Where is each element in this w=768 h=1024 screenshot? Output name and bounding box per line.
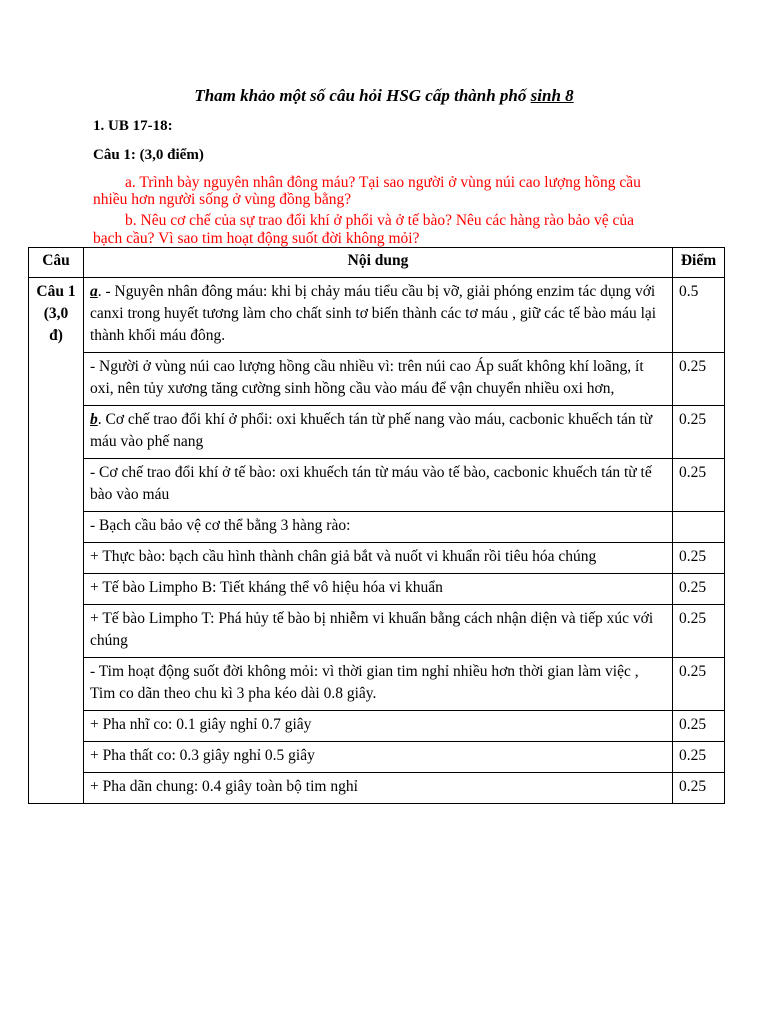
score-cell: 0.25 — [673, 353, 725, 406]
score-cell: 0.25 — [673, 406, 725, 459]
question-part-a-line2: nhiều hơn người sống ở vùng đồng bằng? — [93, 191, 352, 208]
content-cell — [84, 512, 673, 543]
table-header-row — [29, 248, 725, 278]
content-text: - Cơ chế trao đổi khí ở tế bào: oxi khuếch tán từ máu vào tế bào, cacbonic khuếch tán từ tế bào vào máu — [90, 464, 652, 503]
table-row — [29, 658, 725, 711]
header-diem: Điểm — [673, 248, 725, 278]
content-cell — [84, 658, 673, 711]
question-part-b-line2: bạch cầu? Vì sao tim hoạt động suốt đời không mỏi? — [93, 230, 420, 247]
content-cell — [84, 278, 673, 353]
content-text: + Pha dãn chung: 0.4 giây toàn bộ tim nghỉ — [90, 778, 358, 795]
score-cell: 0.25 — [673, 459, 725, 512]
table-row — [29, 543, 725, 574]
title-main: Tham khảo một số câu hỏi HSG cấp thành phố — [194, 86, 531, 105]
table-row — [29, 353, 725, 406]
page-title — [0, 86, 768, 106]
table-row — [29, 742, 725, 773]
content-text: + Tế bào Limpho T: Phá hủy tế bào bị nhiễm vi khuẩn bằng cách nhận diện và tiếp xúc với chúng — [90, 610, 654, 649]
table-row — [29, 605, 725, 658]
content-cell — [84, 711, 673, 742]
table-row — [29, 574, 725, 605]
table-row — [29, 711, 725, 742]
question-part-a-line1: a. Trình bày nguyên nhân đông máu? Tại sao người ở vùng núi cao lượng hồng cầu — [125, 174, 641, 191]
table-row — [29, 512, 725, 543]
score-cell: 0.25 — [673, 742, 725, 773]
question-label-cell: Câu 1 (3,0 đ) — [29, 278, 84, 804]
part-marker: b — [90, 411, 98, 428]
content-cell — [84, 406, 673, 459]
content-text: - Người ở vùng núi cao lượng hồng cầu nhiều vì: trên núi cao Áp suất không khí loãng, ít oxi, nên tủy xương tăng cường sinh hồng cầu vào máu để vận chuyển nhiều oxi hơn, — [90, 358, 644, 397]
content-text: . - Nguyên nhân đông máu: khi bị chảy máu tiểu cầu bị vỡ, giải phóng enzim tác dụng với canxi trong huyết tương làm cho chất sinh tơ biến thành các tơ máu , giữ các tế bào máu lại thành khối máu đông. — [90, 283, 657, 344]
content-cell — [84, 773, 673, 804]
content-cell — [84, 605, 673, 658]
content-text: + Pha nhĩ co: 0.1 giây nghỉ 0.7 giây — [90, 716, 312, 733]
content-cell — [84, 459, 673, 512]
section-heading: 1. UB 17-18: — [93, 118, 173, 134]
content-text: - Bạch cầu bảo vệ cơ thể bằng 3 hàng rào: — [90, 517, 351, 534]
score-cell: 0.25 — [673, 605, 725, 658]
table-row — [29, 459, 725, 512]
content-cell — [84, 543, 673, 574]
answer-table — [28, 247, 725, 804]
content-text: - Tim hoạt động suốt đời không mỏi: vì thời gian tim nghỉ nhiều hơn thời gian làm việc , Tim co dãn theo chu kì 3 pha kéo dài 0.8 giây. — [90, 663, 639, 702]
header-noi-dung: Nội dung — [84, 248, 673, 278]
score-cell: 0.25 — [673, 543, 725, 574]
header-cau: Câu — [29, 248, 84, 278]
table-row — [29, 406, 725, 459]
score-cell: 0.25 — [673, 711, 725, 742]
score-cell: 0.25 — [673, 574, 725, 605]
table-row — [29, 278, 725, 353]
content-cell — [84, 574, 673, 605]
score-cell — [673, 512, 725, 543]
content-cell — [84, 742, 673, 773]
title-subject: sinh 8 — [530, 86, 574, 105]
content-text: + Thực bào: bạch cầu hình thành chân giả bắt và nuốt vi khuẩn rồi tiêu hóa chúng — [90, 548, 597, 565]
content-text: . Cơ chế trao đổi khí ở phổi: oxi khuếch tán từ phế nang vào máu, cacbonic khuếch tán từ máu vào phế nang — [90, 411, 653, 450]
part-marker: a — [90, 283, 98, 300]
score-cell: 0.25 — [673, 658, 725, 711]
score-cell: 0.25 — [673, 773, 725, 804]
score-cell: 0.5 — [673, 278, 725, 353]
content-text: + Tế bào Limpho B: Tiết kháng thể vô hiệu hóa vi khuẩn — [90, 579, 443, 596]
question-heading: Câu 1: (3,0 điểm) — [93, 147, 204, 163]
table-row — [29, 773, 725, 804]
content-cell — [84, 353, 673, 406]
question-part-b-line1: b. Nêu cơ chế của sự trao đổi khí ở phổi và ở tế bào? Nêu các hàng rào bảo vệ của — [125, 212, 634, 229]
content-text: + Pha thất co: 0.3 giây nghỉ 0.5 giây — [90, 747, 315, 764]
